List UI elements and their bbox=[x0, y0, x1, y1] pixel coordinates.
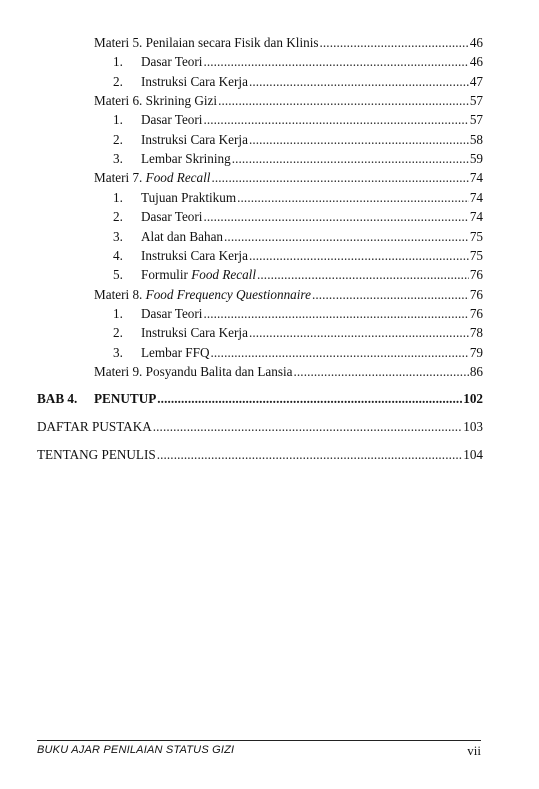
chapter-title: PENUTUP bbox=[94, 391, 157, 406]
toc-entry-row[interactable] bbox=[113, 151, 483, 167]
toc-page: 104 bbox=[463, 447, 483, 462]
dot-leader bbox=[203, 54, 468, 70]
toc-entry-number: 1. bbox=[113, 54, 123, 70]
dot-leader bbox=[211, 345, 469, 361]
dot-leader bbox=[249, 325, 469, 341]
toc-entry-page: 75 bbox=[469, 247, 483, 263]
toc-entry-page: 58 bbox=[469, 131, 483, 147]
dot-leader bbox=[224, 229, 469, 245]
toc-entry-title: Alat dan Bahan bbox=[141, 228, 224, 244]
toc-entry-row[interactable] bbox=[113, 325, 483, 341]
toc-entry-number: 1. bbox=[113, 305, 123, 321]
toc-entry-row[interactable] bbox=[94, 364, 483, 380]
toc-entry-row[interactable] bbox=[113, 190, 483, 206]
toc-entry-page: 46 bbox=[469, 54, 483, 70]
toc-entry-page: 76 bbox=[469, 305, 483, 321]
toc-entry-title: Formulir bbox=[141, 267, 192, 283]
dot-leader bbox=[312, 287, 469, 303]
dot-leader bbox=[203, 112, 468, 128]
toc-chapter-row[interactable] bbox=[37, 391, 483, 407]
toc-entry-italic-title: Food Frequency Questionnaire bbox=[145, 286, 311, 302]
dot-leader bbox=[249, 74, 469, 90]
dot-leader bbox=[218, 93, 469, 109]
toc-entry-number: 2. bbox=[113, 73, 123, 89]
toc-entry-page: 78 bbox=[469, 325, 483, 341]
toc-entry-title: Instruksi Cara Kerja bbox=[141, 131, 248, 147]
footer-rule bbox=[37, 740, 481, 741]
toc-entry-number: 2. bbox=[113, 209, 123, 225]
toc-entry-page: 74 bbox=[469, 189, 483, 205]
toc-entry-title: Materi 5. Penilaian secara Fisik dan Klinis bbox=[94, 35, 319, 50]
toc-entry-italic-title: Food Recall bbox=[191, 267, 257, 283]
toc-entry-page: 57 bbox=[469, 112, 483, 128]
toc-entry-number: 5. bbox=[113, 267, 123, 283]
toc-entry-title: Dasar Teori bbox=[141, 54, 203, 70]
toc-row-daftar-pustaka[interactable] bbox=[37, 419, 483, 435]
toc-entry-page: 46 bbox=[469, 35, 483, 50]
toc-entry-title: Dasar Teori bbox=[141, 209, 203, 225]
dot-leader bbox=[203, 306, 468, 322]
toc-entry-row[interactable] bbox=[113, 306, 483, 322]
toc-title: DAFTAR PUSTAKA bbox=[37, 419, 152, 434]
toc-entry-title: Tujuan Praktikum bbox=[141, 189, 237, 205]
dot-leader bbox=[237, 190, 469, 206]
toc-entry-number: 2. bbox=[113, 325, 123, 341]
toc-entry-page: 76 bbox=[469, 286, 483, 302]
toc-entry-row[interactable] bbox=[113, 229, 483, 245]
toc-entry-row[interactable] bbox=[113, 132, 483, 148]
toc-entry-number: 1. bbox=[113, 112, 123, 128]
toc-entry-number: 3. bbox=[113, 228, 123, 244]
dot-leader bbox=[153, 419, 462, 435]
toc-entry-page: 74 bbox=[469, 170, 483, 186]
dot-leader bbox=[249, 248, 469, 264]
dot-leader bbox=[211, 170, 468, 186]
toc-entry-page: 75 bbox=[469, 228, 483, 244]
toc-entry-title: Dasar Teori bbox=[141, 112, 203, 128]
toc-entry-row[interactable] bbox=[113, 248, 483, 264]
toc-entry-page: 76 bbox=[469, 267, 483, 283]
toc-entry-row[interactable] bbox=[113, 74, 483, 90]
toc-entry-row[interactable] bbox=[113, 112, 483, 128]
toc-entry-title: Instruksi Cara Kerja bbox=[141, 247, 248, 263]
dot-leader bbox=[232, 151, 469, 167]
toc-entry-row[interactable] bbox=[113, 209, 483, 225]
dot-leader bbox=[249, 132, 469, 148]
toc-entry-page: 59 bbox=[469, 151, 483, 167]
toc-entry-title: Materi 9. Posyandu Balita dan Lansia bbox=[94, 363, 293, 379]
toc-entry-title: Lembar FFQ bbox=[141, 344, 210, 360]
toc-entry-row[interactable] bbox=[94, 93, 483, 109]
dot-leader bbox=[294, 364, 469, 380]
toc-entry-title: Materi 8. bbox=[94, 286, 146, 302]
dot-leader bbox=[157, 391, 462, 407]
toc-entry-row[interactable] bbox=[113, 345, 483, 361]
toc-row-tentang-penulis[interactable] bbox=[37, 447, 483, 463]
toc-entry-page: 74 bbox=[469, 209, 483, 225]
toc-entry-row[interactable] bbox=[113, 267, 483, 283]
toc-entry-page: 79 bbox=[469, 344, 483, 360]
toc-entry-row[interactable] bbox=[94, 35, 483, 51]
toc-entry-title: Materi 6. Skrining Gizi bbox=[94, 93, 218, 109]
dot-leader bbox=[320, 35, 469, 51]
toc-entry-title: Instruksi Cara Kerja bbox=[141, 325, 248, 341]
toc-entry-number: 2. bbox=[113, 131, 123, 147]
toc-title: TENTANG PENULIS bbox=[37, 447, 156, 462]
toc-entry-row[interactable] bbox=[113, 54, 483, 70]
chapter-label: BAB 4. bbox=[37, 391, 78, 406]
footer-page-number: vii bbox=[467, 743, 481, 758]
toc-entry-title: Instruksi Cara Kerja bbox=[141, 73, 248, 89]
toc-entry-row[interactable] bbox=[94, 287, 483, 303]
chapter-page: 102 bbox=[463, 391, 483, 406]
toc-entry-number: 1. bbox=[113, 189, 123, 205]
toc-entry-number: 3. bbox=[113, 151, 123, 167]
dot-leader bbox=[157, 447, 463, 463]
toc-entry-italic-title: Food Recall bbox=[145, 170, 211, 186]
toc-entry-title: Dasar Teori bbox=[141, 305, 203, 321]
toc-entry-page: 86 bbox=[469, 363, 483, 379]
dot-leader bbox=[257, 267, 469, 283]
dot-leader bbox=[203, 209, 468, 225]
toc-page: 103 bbox=[463, 419, 483, 434]
footer-book-title: BUKU AJAR PENILAIAN STATUS GIZI bbox=[37, 744, 235, 756]
toc-entry-row[interactable] bbox=[94, 170, 483, 186]
toc-entry-page: 57 bbox=[469, 93, 483, 109]
toc-entry-number: 3. bbox=[113, 344, 123, 360]
toc-entry-number: 4. bbox=[113, 247, 123, 263]
toc-entry-title: Materi 7. bbox=[94, 170, 146, 186]
toc-entry-title: Lembar Skrining bbox=[141, 151, 231, 167]
toc-entry-page: 47 bbox=[469, 73, 483, 89]
